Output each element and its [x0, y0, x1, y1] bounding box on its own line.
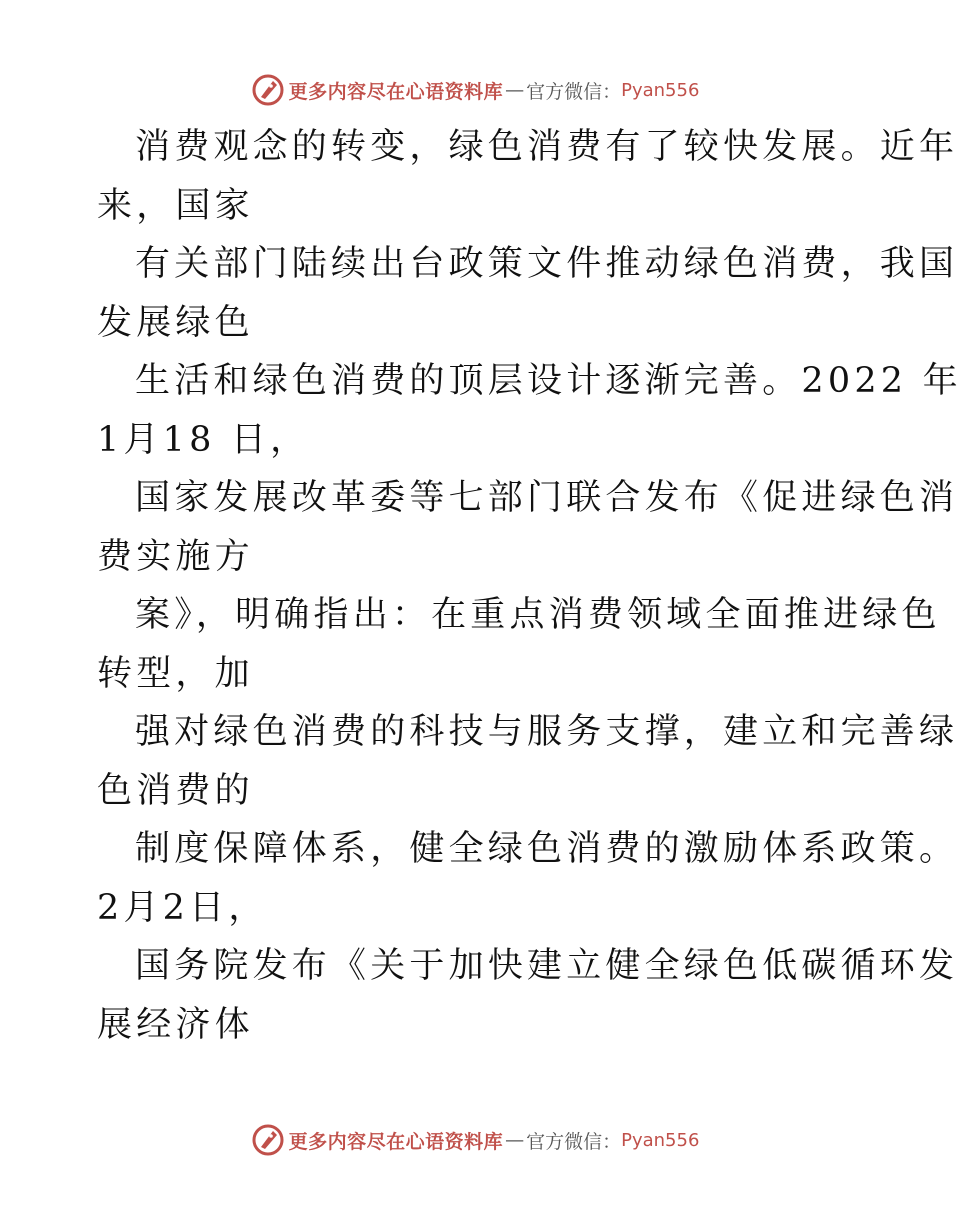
body-line: 消费观念的转变，绿色消费有了较快发展。近年	[135, 127, 959, 167]
pen-nib-logo-icon	[251, 73, 285, 107]
header-wechat-id: Pyan556	[621, 79, 700, 101]
footer-wechat-id: Pyan556	[621, 1129, 700, 1151]
body-line: 来，国家	[97, 185, 254, 226]
body-line: 有关部门陆续出台政策文件推动绿色消费，我国	[135, 244, 959, 284]
body-line: 案》，明确指出：在重点消费领域全面推进绿色	[135, 595, 941, 635]
header-official-label: 官方微信：	[526, 80, 622, 103]
body-line: 费实施方	[97, 536, 254, 577]
header-dash: —	[505, 79, 525, 101]
body-line: 国务院发布《关于加快建立健全绿色低碳循环发	[135, 946, 959, 986]
body-line: 制度保障体系，健全绿色消费的激励体系政策。	[135, 829, 959, 869]
page-footer-watermark	[0, 1122, 950, 1158]
body-line: 2月2日，	[97, 887, 268, 928]
footer-brand-text: 更多内容尽在心语资料库	[288, 1130, 504, 1153]
body-line: 强对绿色消费的科技与服务支撑，建立和完善绿	[135, 712, 959, 752]
body-line: 转型，加	[97, 653, 254, 694]
page-header-watermark	[0, 72, 950, 108]
body-line: 生活和绿色消费的顶层设计逐渐完善。2022 年	[135, 361, 962, 401]
footer-official-label: 官方微信：	[526, 1130, 622, 1153]
body-line: 发展绿色	[97, 302, 254, 343]
body-line: 展经济体	[97, 1004, 254, 1045]
footer-dash: —	[505, 1129, 525, 1151]
body-line: 国家发展改革委等七部门联合发布《促进绿色消	[135, 478, 959, 518]
body-line: 1月18 日，	[97, 419, 310, 460]
pen-nib-logo-icon	[251, 1123, 285, 1157]
header-brand-text: 更多内容尽在心语资料库	[288, 80, 504, 103]
body-line: 色消费的	[97, 770, 254, 811]
document-body	[97, 118, 962, 1054]
